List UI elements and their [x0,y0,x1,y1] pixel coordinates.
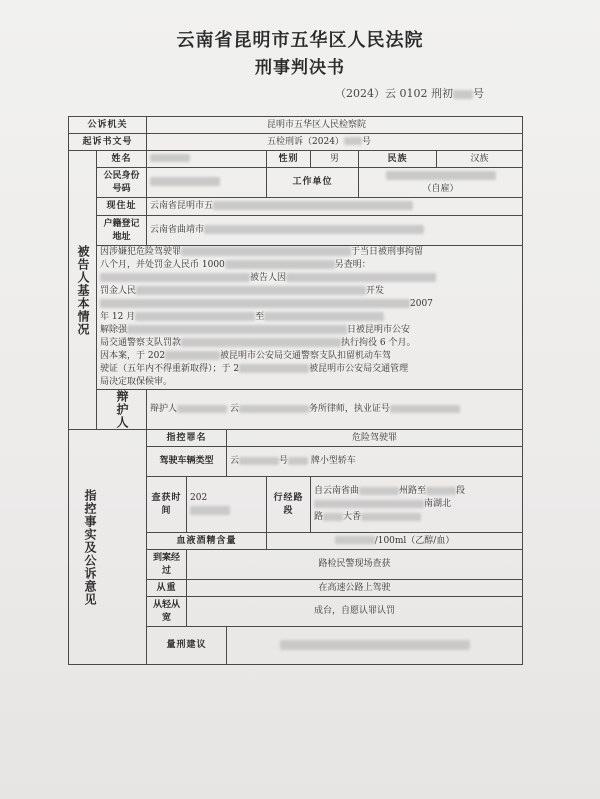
background-text: 驶证（五年内不得重新取得）；于 2 [100,364,240,374]
bac-text: /100ml（乙醇/血） [374,535,455,546]
work-unit-label: 工作单位 [267,168,359,198]
background-text: 执行拘役 6 个月。 [341,338,416,348]
mitigating-value: 成台，自愿认罪认罚 [187,597,523,627]
row-background [69,246,523,390]
row-current-address [69,198,523,216]
redaction-block [100,299,410,308]
redaction-block [314,500,424,508]
background-text: 于当日被刑事拘留 [351,247,424,257]
bac-label: 血液酒精含量 [147,533,267,550]
redaction-block [239,364,309,373]
defense-after: 务所律师，执业证号 [308,404,390,414]
redaction-block [280,640,470,650]
arrest-time-value [187,477,267,533]
redaction-block [150,154,190,162]
work-unit-note: （自雇） [422,183,459,194]
redaction-block [453,90,473,99]
vehicle-type-value [227,447,523,477]
row-name [69,151,523,168]
redaction-block [359,487,399,495]
redaction-block [181,338,341,347]
redaction-block [386,171,496,180]
background-text: 开发 [366,286,385,296]
redaction-block [361,513,421,521]
id-number-label: 公民身份号码 [97,168,147,198]
indictment-no-suffix: 号 [361,136,371,147]
vehicle-prefix: 云 [230,456,240,466]
defendant-background [97,246,523,390]
redaction-block [239,457,279,465]
route-label: 行经路段 [267,477,311,533]
document-title: 刑事判决书 [255,58,345,78]
current-address-value [147,198,523,216]
redaction-block [225,260,335,269]
defense-value [147,390,523,430]
row-prosecution-org [69,117,523,134]
row-charged-crime [69,430,523,447]
household-address-text: 云南省曲靖市 [150,225,205,235]
background-text: 因本案，于 202 [100,351,166,361]
route-text: 段 [456,486,466,496]
redaction-block [239,405,309,413]
prosecution-org-value: 昆明市五华区人民检察院 [147,117,523,134]
name-value [147,151,267,168]
arrest-time-label: 查获时间 [147,477,187,533]
redaction-block [288,457,308,465]
sentence-label: 量刑建议 [147,627,227,665]
route-text: 南湖北 [424,499,452,509]
indictment-no-prefix: 五检刑诉（2024 [267,136,335,147]
case-number-suffix: 号 [472,87,484,100]
background-text: 2007 [410,299,433,309]
background-text: 被昆明市公安局交通管理 [309,364,409,374]
case-origin-label: 到案经过 [147,550,187,580]
id-number-value [147,168,267,198]
gender-label: 性别 [267,151,311,168]
vehicle-type-text: 牌小型轿车 [310,456,356,466]
background-text: 罚金人民 [100,286,137,296]
redaction-block [323,513,343,521]
indictment-no-value: 五检刑诉（2024） 号 [147,134,523,151]
case-number-prefix: （2024）云 0102 刑初 [335,87,453,100]
row-household-address [69,216,523,246]
work-unit-value [359,168,523,198]
prosecution-org-label: 公诉机关 [69,117,147,134]
charged-crime-label: 指控罪名 [147,430,227,447]
defense-label: 辩护人 [115,390,129,429]
charges-section-cell [69,430,147,665]
route-text: 州路至 [399,486,427,496]
redaction-block [190,506,230,515]
redaction-block [165,351,220,360]
name-label: 姓名 [97,151,147,168]
vehicle-type-label: 驾驶车辆类型 [147,447,227,477]
defense-mid: 云 [229,404,239,414]
judgment-form-table [68,116,523,665]
household-address-label: 户籍登记地址 [97,216,147,246]
case-number [335,85,484,101]
current-address-label: 现住址 [97,198,147,216]
current-address-text: 云南省昆明市五 [150,201,214,211]
charged-crime-value: 危险驾驶罪 [227,430,523,447]
redaction-block [390,405,460,413]
defense-label-cell [97,390,147,430]
route-value [311,477,523,533]
sentence-value [227,627,523,665]
background-text: 被昆明市公安局交通警察支队扣留机动车驾 [220,351,392,361]
redaction-block [181,247,351,256]
defendant-section-label: 被告人基本情况 [76,244,90,336]
arrest-time-text: 202 [190,492,208,503]
court-name: 云南省昆明市五华区人民法院 [176,30,424,51]
route-text: 路 [314,512,324,522]
background-text: 八个月，并处罚金人民币 1000 [100,260,225,270]
background-text: 解除强 [100,325,128,335]
indictment-no-label: 起诉书文号 [69,134,147,151]
defendant-section-cell [69,151,97,430]
redaction-block [150,177,220,186]
redaction-block [286,273,436,282]
route-text: 大香 [343,512,362,522]
redaction-block [204,225,424,234]
redaction-block [136,286,366,295]
row-indictment-no [69,134,523,151]
background-text: 另查明： [334,260,371,270]
background-text: 因涉嫌犯危险驾驶罪 [100,247,182,257]
mitigating-label: 从轻从宽 [147,597,187,627]
redaction-block [335,536,375,544]
aggravating-label: 从重 [147,580,187,597]
household-address-value [147,216,523,246]
defense-prefix: 辩护人 [150,404,178,414]
gender-value: 男 [311,151,359,168]
ethnicity-value: 汉族 [437,151,523,168]
background-text: 局决定取保候审。 [100,377,173,387]
background-text: 日被昆明市公安 [347,325,411,335]
charges-section-label: 指控事实及公诉意见 [83,488,97,606]
redaction-block [264,312,384,321]
redaction-block [127,325,347,334]
background-text: 至 [255,312,265,322]
redaction-block [135,312,255,321]
route-text: 自云南省曲 [314,486,360,496]
redaction-block [344,137,362,145]
aggravating-value: 在高速公路上驾驶 [187,580,523,597]
bac-value [267,533,523,550]
redaction-block [100,273,250,282]
case-origin-value: 路检民警现场查获 [187,550,523,580]
redaction-block [177,405,227,413]
redaction-block [426,487,456,495]
row-id-number [69,168,523,198]
background-text: 局交通警察支队罚款 [100,338,182,348]
row-defense [69,390,523,430]
background-text: 被告人因 [250,273,287,283]
ethnicity-label: 民族 [359,151,437,168]
redaction-block [213,201,413,210]
vehicle-mid: 号 [279,456,289,466]
background-text: 年 12 月 [100,312,136,322]
